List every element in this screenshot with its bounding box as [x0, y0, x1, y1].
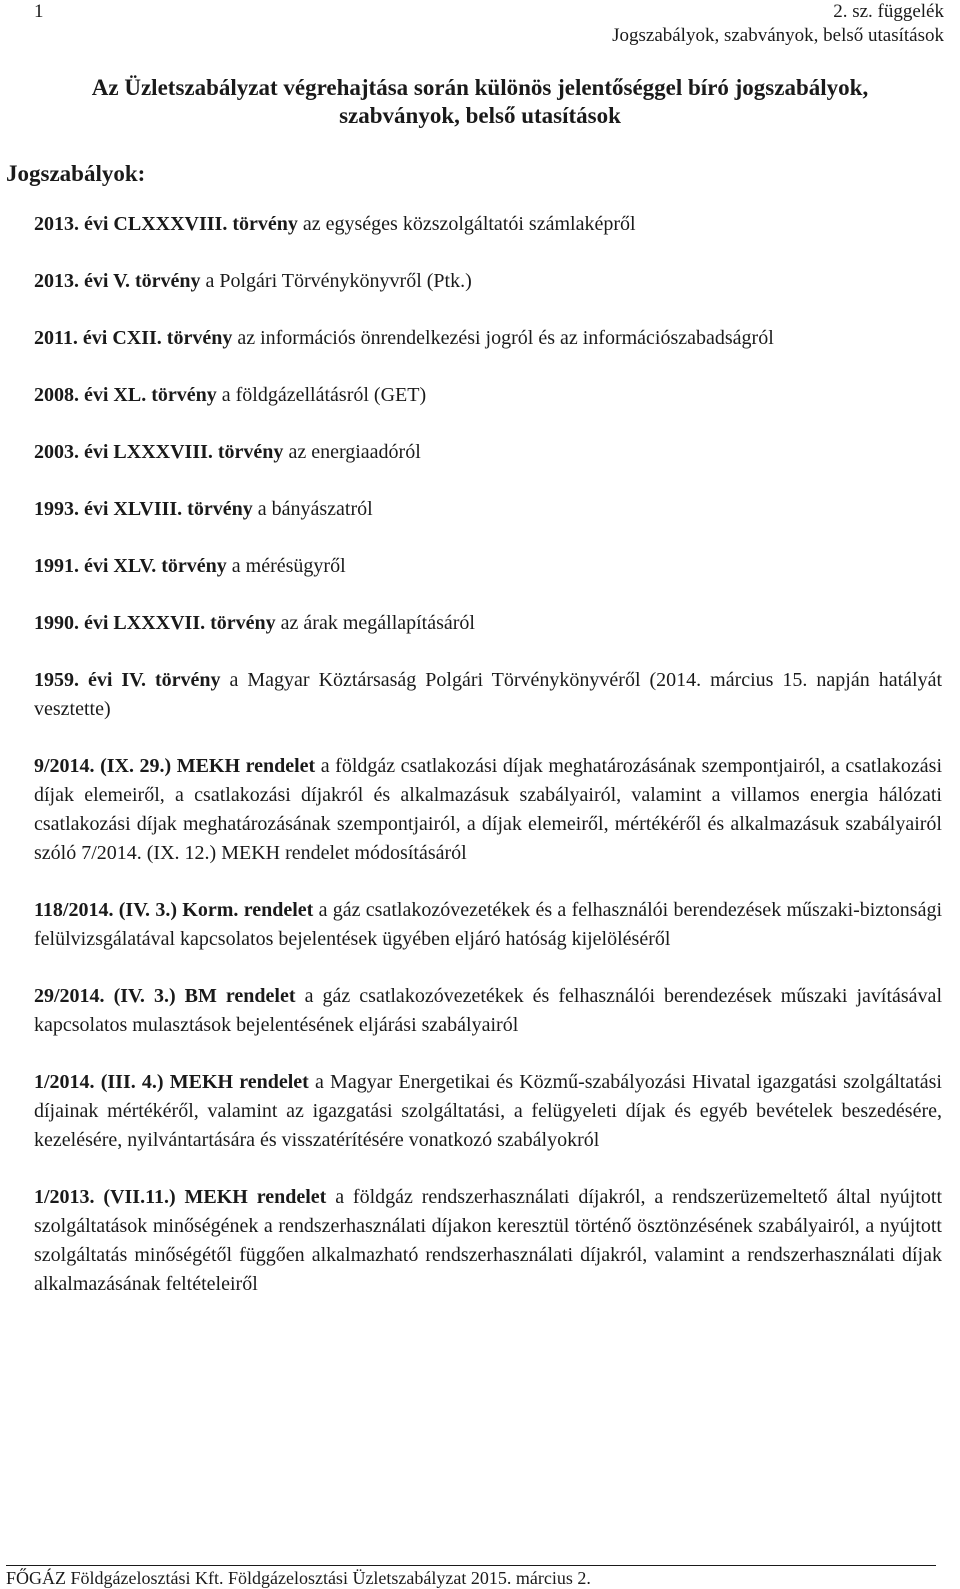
- section-heading: Jogszabályok:: [6, 161, 146, 186]
- legislation-description: a földgázellátásról (GET): [216, 384, 427, 406]
- appendix-number: 2. sz. függelék: [833, 1, 944, 22]
- legislation-entry: [34, 752, 942, 868]
- legislation-description: a Magyar Energetikai és Közmű-szabályozási Hivatal igazgatási szolgáltatási díjainak mértékéről, valamint az igazgatási szolgáltatási, a felügyeleti díjak és egyéb bevételek beszedésére, kezelésére, nyilvántartására és visszatérítésére vonatkozó szabályokról: [34, 1071, 942, 1151]
- page-footer: [6, 1568, 954, 1588]
- legislation-reference: 1991. évi XLV. törvény: [34, 555, 227, 577]
- legislation-entry: [34, 381, 942, 410]
- legislation-entry: [34, 1068, 942, 1155]
- legislation-entry: [34, 666, 942, 724]
- title-line-1: Az Üzletszabályzat végrehajtása során különös jelentőséggel bíró jogszabályok,: [91, 75, 869, 100]
- legislation-entry: [34, 1183, 942, 1299]
- legislation-entry: [34, 896, 942, 954]
- legislation-reference: 1/2013. (VII.11.) MEKH rendelet: [34, 1186, 327, 1208]
- legislation-reference: 2003. évi LXXXVIII. törvény: [34, 441, 284, 463]
- legislation-entry: [34, 324, 942, 353]
- document-title: [0, 74, 960, 130]
- legislation-reference: 2008. évi XL. törvény: [34, 384, 217, 406]
- legislation-description: a földgáz rendszerhasználati díjakról, a rendszerüzemeltető által nyújtott szolgáltatások minőségének a rendszerhasználati díjakon keresztül történő ösztönzésének szabályairól, a nyújtott szolgáltatás minőségétől függően alkalmazható rendszerhasználati díjakról, valamint a rendszerhasználati díjak alkalmazásának feltételeiről: [34, 1186, 942, 1295]
- legislation-reference: 2013. évi CLXXXVIII. törvény: [34, 213, 298, 235]
- footer-text: FŐGÁZ Földgázelosztási Kft. Földgázelosztási Üzletszabályzat 2015. március 2.: [6, 1568, 591, 1588]
- legislation-reference: 118/2014. (IV. 3.) Korm. rendelet: [34, 899, 314, 921]
- legislation-reference: 1959. évi IV. törvény: [34, 669, 221, 691]
- legislation-reference: 1993. évi XLVIII. törvény: [34, 498, 253, 520]
- legislation-entry: [34, 267, 942, 296]
- appendix-title: Jogszabályok, szabványok, belső utasítások: [612, 25, 944, 46]
- legislation-description: az energiaadóról: [283, 441, 421, 463]
- legislation-reference: 2013. évi V. törvény: [34, 270, 201, 292]
- page-header: [0, 0, 960, 48]
- legislation-reference: 1/2014. (III. 4.) MEKH rendelet: [34, 1071, 309, 1093]
- legislation-entry: [34, 609, 942, 638]
- legislation-list: [34, 210, 942, 1327]
- legislation-reference: 29/2014. (IV. 3.) BM rendelet: [34, 985, 296, 1007]
- legislation-description: az árak megállapításáról: [275, 612, 475, 634]
- legislation-reference: 9/2014. (IX. 29.) MEKH rendelet: [34, 755, 316, 777]
- legislation-entry: [34, 210, 942, 239]
- legislation-description: a bányászatról: [252, 498, 373, 520]
- legislation-entry: [34, 552, 942, 581]
- legislation-description: az egységes közszolgáltatói számlaképről: [297, 213, 636, 235]
- legislation-reference: 1990. évi LXXXVII. törvény: [34, 612, 276, 634]
- legislation-description: a gáz csatlakozóvezetékek és felhasználói berendezések műszaki javításával kapcsolatos mulasztások bejelentésének eljárási szabályairól: [34, 985, 942, 1036]
- appendix-label: [612, 0, 944, 48]
- title-line-2: szabványok, belső utasítások: [339, 103, 621, 128]
- legislation-description: az információs önrendelkezési jogról és az információszabadságról: [232, 327, 774, 349]
- legislation-description: a gáz csatlakozóvezetékek és a felhasználói berendezések műszaki-biztonsági felülvizsgálatával kapcsolatos bejelentések ügyében eljáró hatóság kijelöléséről: [34, 899, 942, 950]
- legislation-reference: 2011. évi CXII. törvény: [34, 327, 233, 349]
- legislation-description: a mérésügyről: [226, 555, 346, 577]
- legislation-entry: [34, 982, 942, 1040]
- legislation-description: a Magyar Köztársaság Polgári Törvénykönyvéről (2014. március 15. napján hatályát vesztette): [34, 669, 942, 720]
- footer-divider: [6, 1565, 936, 1566]
- legislation-entry: [34, 495, 942, 524]
- legislation-entry: [34, 438, 942, 467]
- legislation-description: a Polgári Törvénykönyvről (Ptk.): [200, 270, 472, 292]
- legislation-description: a földgáz csatlakozási díjak meghatározásának szempontjairól, a csatlakozási díjak elemeiről, a csatlakozási díjakról és alkalmazásuk szabályairól, valamint a villamos energia hálózati csatlakozási díjak meghatározásának szempontjairól, a díjak elemeiről, mértékéről és alkalmazásuk szabályairól szóló 7/2014. (IX. 12.) MEKH rendelet módosításáról: [34, 755, 943, 864]
- page-number: 1: [34, 1, 44, 22]
